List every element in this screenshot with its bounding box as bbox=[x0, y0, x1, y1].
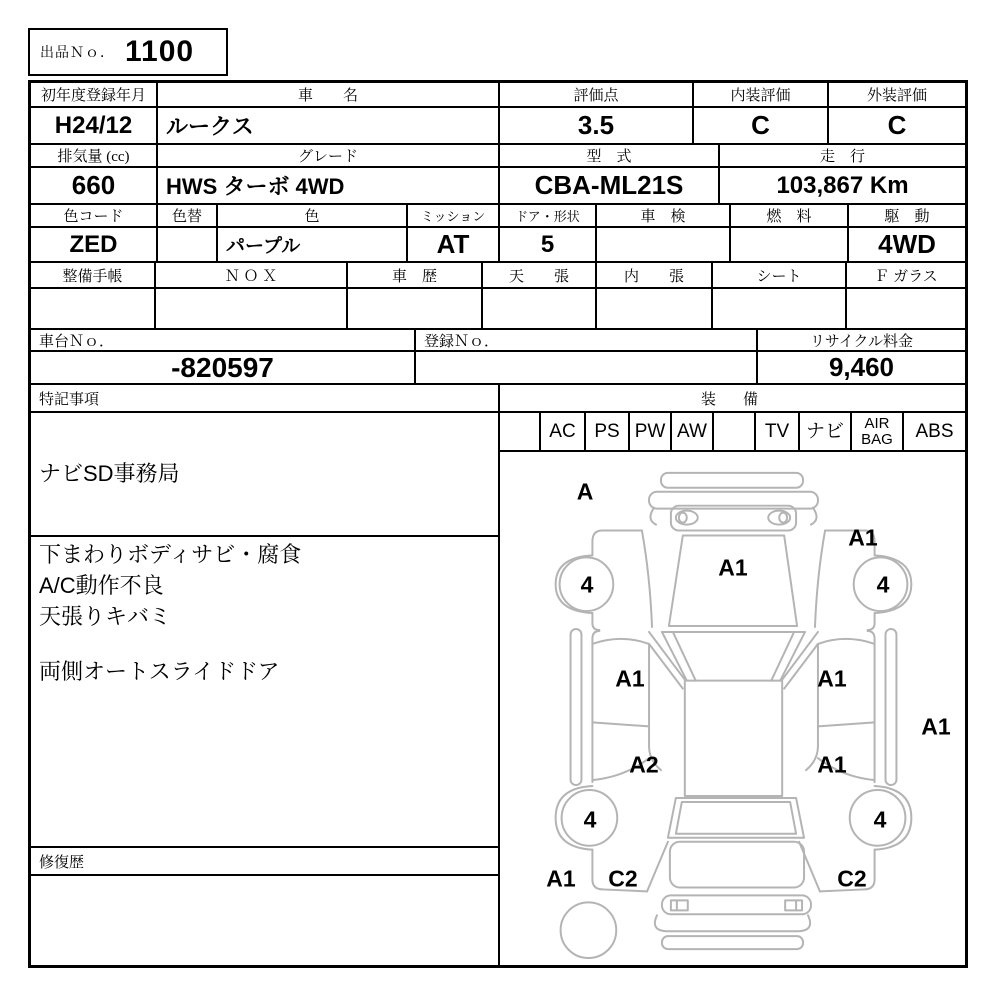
field-history: 車 歴 bbox=[348, 263, 483, 328]
field-mileage: 走 行 103,867 Km bbox=[720, 145, 965, 203]
row-condition bbox=[31, 263, 965, 330]
notes-section-1: ナビSD事務局 bbox=[31, 413, 498, 537]
equipment-cell-aw: AW bbox=[672, 413, 714, 450]
field-headliner: 天 張 bbox=[483, 263, 597, 328]
damage-mark-front-left-fender: A1 bbox=[546, 865, 576, 892]
damage-mark-left-front-door: A2 bbox=[629, 751, 659, 778]
equipment-cell-tv: TV bbox=[756, 413, 800, 450]
auction-number-box bbox=[28, 28, 228, 76]
equipment-row bbox=[500, 413, 965, 452]
field-displacement: 排気量 (cc) 660 bbox=[31, 145, 158, 203]
field-grade: グレード HWS ターボ 4WD bbox=[158, 145, 500, 203]
sheet-table bbox=[28, 80, 968, 968]
field-first-registration: 初年度登録年月 H24/12 bbox=[31, 83, 158, 143]
equipment-cell-ps: PS bbox=[586, 413, 630, 450]
damage-mark-rear-right-wheel: 4 bbox=[876, 571, 890, 598]
damage-mark-left-slide-door: A1 bbox=[615, 665, 645, 692]
field-chassis-no: 車台Ｎｏ． -820597 bbox=[31, 330, 416, 383]
field-nox: Ｎ Ｏ Ｘ bbox=[156, 263, 348, 328]
field-registration-no: 登録Ｎｏ． bbox=[416, 330, 758, 383]
field-fuel: 燃 料 bbox=[731, 205, 849, 261]
repair-history-label: 修復歴 bbox=[31, 848, 498, 876]
row-engine bbox=[31, 145, 965, 205]
field-inspection: 車 検 bbox=[597, 205, 731, 261]
field-recycle-fee: リサイクル料金 9,460 bbox=[758, 330, 965, 383]
damage-mark-rear-left-wheel: 4 bbox=[580, 571, 594, 598]
row-color bbox=[31, 205, 965, 263]
equipment-cell-ac: AC bbox=[541, 413, 586, 450]
field-seat: シート bbox=[713, 263, 847, 328]
auction-number-label: 出品Ｎｏ． bbox=[40, 46, 115, 61]
damage-mark-rear-window: A1 bbox=[718, 554, 748, 581]
equipment-cell-pw: PW bbox=[630, 413, 672, 450]
field-drive: 駆 動 4WD bbox=[849, 205, 965, 261]
note-line: 両側オートスライドドア bbox=[39, 659, 280, 684]
field-door-trim: 内 張 bbox=[597, 263, 713, 328]
damage-diagram bbox=[500, 452, 965, 965]
damage-mark-front-right-bumper: C2 bbox=[837, 865, 867, 892]
row-chassis bbox=[31, 330, 965, 385]
field-doors: ドア・形状 5 bbox=[500, 205, 597, 261]
field-exterior-grade: 外装評価 C bbox=[829, 83, 965, 143]
notes-label: 特記事項 bbox=[31, 385, 498, 413]
equipment-cell-airbag: AIR BAG bbox=[852, 413, 904, 450]
damage-mark-right-front-door: A1 bbox=[817, 751, 847, 778]
field-car-name: 車 名 ルークス bbox=[158, 83, 500, 143]
note-line: 下まわりボディサビ・腐食 bbox=[39, 542, 302, 567]
damage-mark-front-right-wheel: 4 bbox=[873, 806, 887, 833]
equipment-cell-blank-2 bbox=[714, 413, 756, 450]
note-line: 天張りキバミ bbox=[39, 604, 172, 629]
equipment-diagram-column bbox=[500, 385, 965, 965]
damage-mark-right-slide-door: A1 bbox=[817, 665, 847, 692]
row-registration bbox=[31, 83, 965, 145]
field-transmission: ミッション AT bbox=[408, 205, 500, 261]
field-front-glass: Ｆ ガラス bbox=[847, 263, 965, 328]
field-color-change: 色替 bbox=[158, 205, 218, 261]
field-color-code: 色コード ZED bbox=[31, 205, 158, 261]
equipment-header: 装 備 bbox=[500, 385, 965, 413]
damage-mark-right-sill: A1 bbox=[921, 713, 951, 740]
field-model-code: 型 式 CBA-ML21S bbox=[500, 145, 720, 203]
field-interior-grade: 内装評価 C bbox=[694, 83, 829, 143]
note-line: A/C動作不良 bbox=[39, 573, 164, 598]
repair-history-value bbox=[31, 876, 498, 965]
equipment-cell-abs: ABS bbox=[915, 420, 954, 442]
damage-mark-rear-right-quarter: A1 bbox=[848, 524, 878, 551]
damage-mark-front-left-bumper: C2 bbox=[608, 865, 638, 892]
notes-column bbox=[31, 385, 500, 965]
damage-mark-rear-left-area: A bbox=[576, 478, 594, 505]
field-score: 評価点 3.5 bbox=[500, 83, 694, 143]
notes-section-2 bbox=[31, 537, 498, 848]
equipment-cell-blank-1 bbox=[500, 413, 541, 450]
field-color: 色 パープル bbox=[218, 205, 408, 261]
row-bottom bbox=[31, 385, 965, 965]
auction-number-value: 1100 bbox=[125, 35, 195, 68]
damage-mark-front-left-wheel: 4 bbox=[583, 806, 597, 833]
equipment-cell-navi: ナビ bbox=[800, 413, 852, 450]
field-service-book: 整備手帳 bbox=[31, 263, 156, 328]
